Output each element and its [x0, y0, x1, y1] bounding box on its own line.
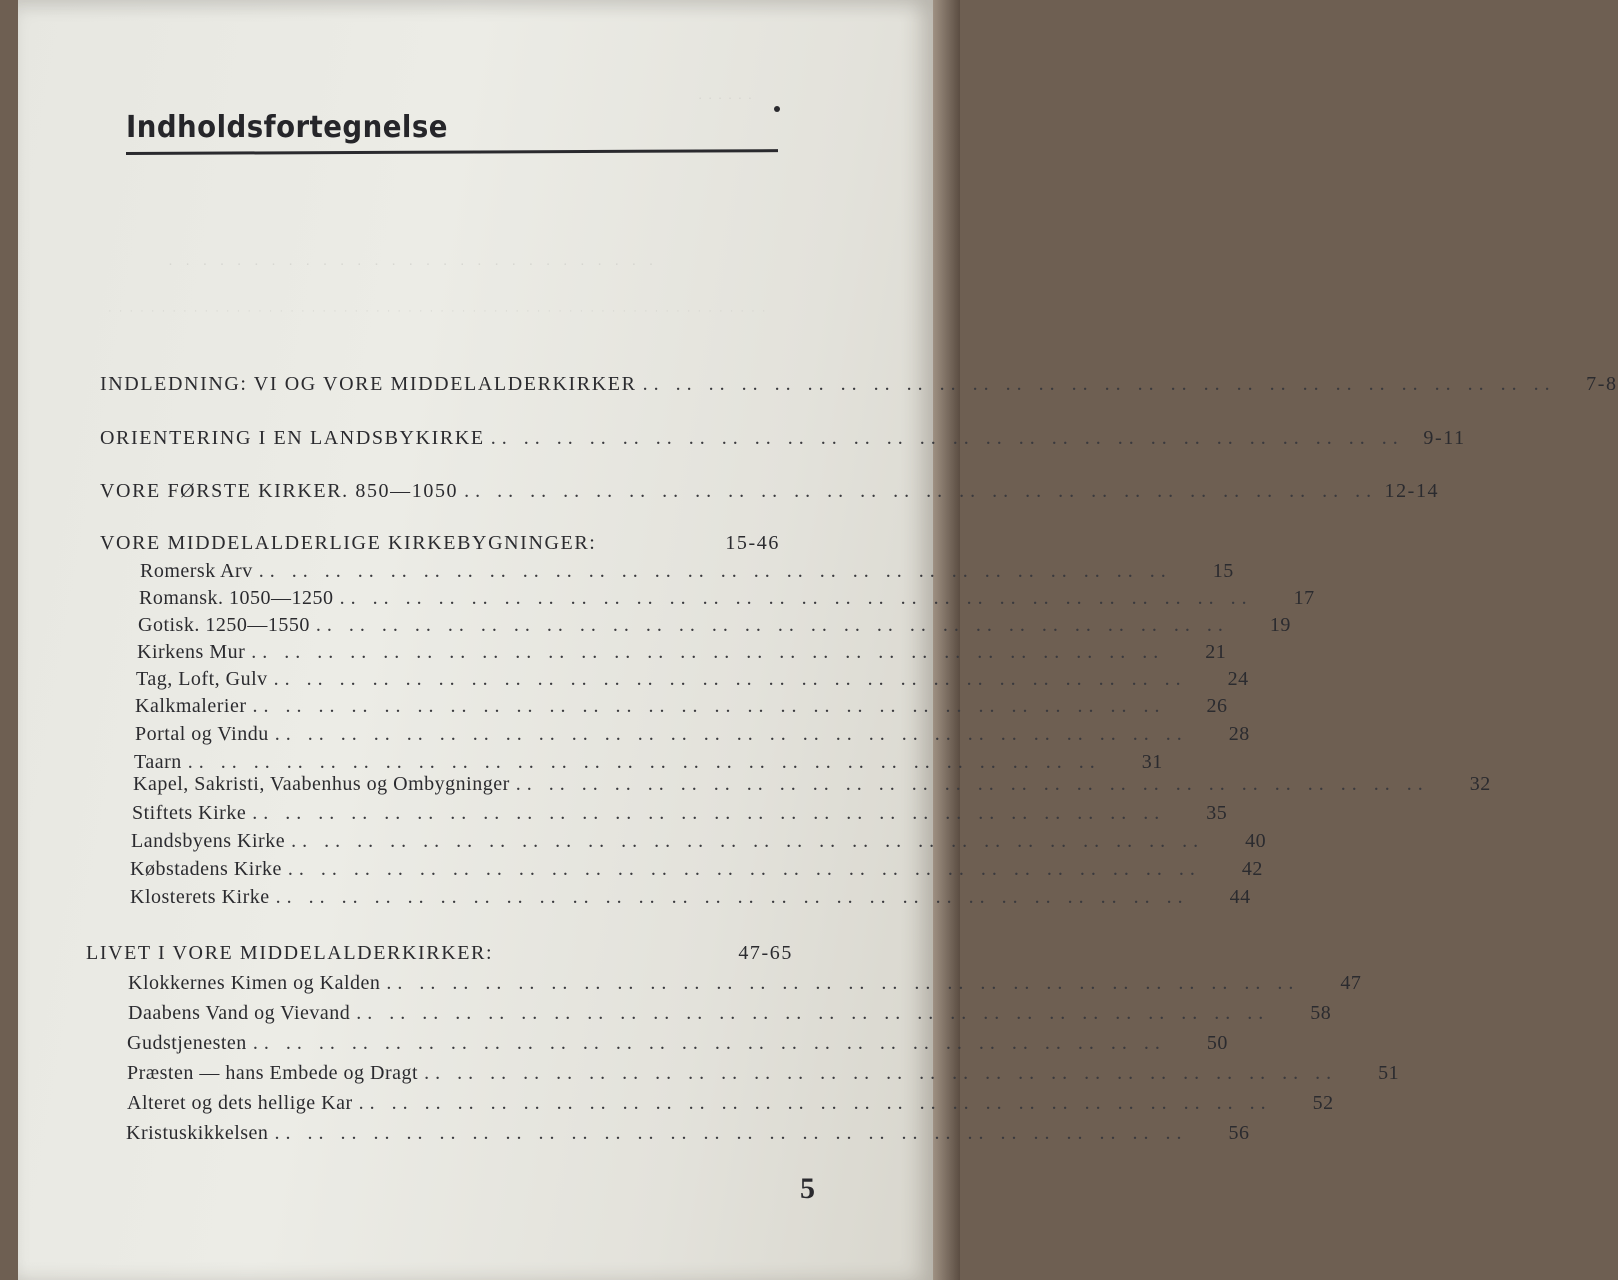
toc-entry-label: Landsbyens Kirke	[131, 830, 286, 852]
dot-leader: .. .. .. .. .. .. .. .. .. .. .. .. .. .. .. .. .. .. .. .. .. .. .. .. .. .. .. ..	[252, 695, 1166, 717]
book-page	[18, 0, 1618, 1280]
toc-entry-label: Præsten — hans Embede og Dragt	[127, 1062, 419, 1084]
dot-leader: .. .. .. .. .. .. .. .. .. .. .. .. .. .. .. .. .. .. .. .. .. .. .. .. .. .. .. ..	[275, 886, 1189, 908]
toc-subentry[interactable]	[130, 886, 1251, 909]
title-dot	[774, 106, 780, 112]
toc-subentry[interactable]	[127, 1092, 1334, 1115]
toc-entry-page: 15	[1212, 560, 1234, 582]
toc-entry-label: Romansk. 1050—1250	[139, 587, 334, 609]
toc-subentry[interactable]	[128, 972, 1362, 995]
toc-entry-label: Kirkens Mur	[137, 641, 246, 663]
toc-entry-label: Tag, Loft, Gulv	[136, 668, 268, 690]
toc-subentry[interactable]	[131, 830, 1267, 853]
toc-entry-page: 17	[1293, 587, 1315, 609]
toc-section-heading[interactable]	[86, 942, 793, 965]
dot-leader: .. .. .. .. .. .. .. .. .. .. .. .. .. .. .. .. .. .. .. .. .. .. .. .. .. .. .. ..	[291, 830, 1205, 852]
toc-entry-page: 44	[1229, 886, 1251, 908]
toc-entry-page: 58	[1310, 1002, 1332, 1024]
dot-leader: .. .. .. .. .. .. .. .. .. .. .. .. .. .. .. .. .. .. .. .. .. .. .. .. .. .. .. ..	[273, 668, 1187, 690]
toc-entry-label: Købstadens Kirke	[130, 858, 282, 880]
dot-leader: .. .. .. .. .. .. .. .. .. .. .. .. .. .. .. .. .. .. .. .. .. .. .. .. .. .. .. ..	[274, 723, 1188, 745]
page-number: 5	[800, 1172, 815, 1205]
toc-subentry[interactable]	[128, 1002, 1332, 1025]
toc-subentry[interactable]	[134, 751, 1163, 774]
toc-subentry[interactable]	[132, 802, 1228, 825]
toc-entry-page: 7-8	[1586, 373, 1618, 395]
toc-entry-page: 52	[1312, 1092, 1334, 1114]
toc-entry-label: Alteret og dets hellige Kar	[127, 1092, 353, 1114]
toc-entry-page: 31	[1141, 751, 1163, 773]
toc-entry-page: 42	[1241, 858, 1263, 880]
toc-entry-label: Stiftets Kirke	[132, 802, 247, 824]
toc-entry-label: Daabens Vand og Vievand	[128, 1002, 351, 1024]
toc-entry-page: 56	[1228, 1122, 1250, 1144]
toc-entry-page: 47	[1340, 972, 1362, 994]
dot-leader: .. .. .. .. .. .. .. .. .. .. .. .. .. .. .. .. .. .. .. .. .. .. .. .. .. .. .. ..	[515, 773, 1429, 795]
toc-entry-label: INDLEDNING: VI OG VORE MIDDELALDERKIRKER	[100, 373, 637, 395]
toc-entry-label: ORIENTERING I EN LANDSBYKIRKE	[100, 427, 485, 449]
dot-leader: .. .. .. .. .. .. .. .. .. .. .. .. .. .. .. .. .. .. .. .. .. .. .. .. .. .. .. ..	[339, 587, 1253, 609]
toc-entry-page: 21	[1205, 641, 1227, 663]
dot-leader: .. .. .. .. .. .. .. .. .. .. .. .. .. .. .. .. .. .. .. .. .. .. .. .. .. .. .. ..	[386, 972, 1300, 994]
toc-entry-label: Kapel, Sakristi, Vaabenhus og Ombygninger	[133, 773, 510, 795]
dot-leader: .. .. .. .. .. .. .. .. .. .. .. .. .. .. .. .. .. .. .. .. .. .. .. .. .. .. .. ..	[464, 480, 1378, 502]
title-underline	[126, 149, 778, 155]
toc-subentry[interactable]	[136, 668, 1249, 691]
toc-entry-page: 32	[1469, 773, 1491, 795]
dot-leader: .. .. .. .. .. .. .. .. .. .. .. .. .. .. .. .. .. .. .. .. .. .. .. .. .. .. .. ..	[315, 614, 1229, 636]
toc-subentry[interactable]	[139, 587, 1315, 610]
toc-subentry[interactable]	[138, 614, 1291, 637]
show-through-text: · · · · · ·	[698, 90, 754, 105]
toc-entry[interactable]	[100, 480, 1440, 503]
toc-entry-page: 9-11	[1423, 427, 1466, 449]
dot-leader: .. .. .. .. .. .. .. .. .. .. .. .. .. .. .. .. .. .. .. .. .. .. .. .. .. .. .. ..	[642, 373, 1556, 395]
toc-section-heading[interactable]	[100, 532, 780, 555]
toc-entry-label: VORE FØRSTE KIRKER. 850—1050	[100, 480, 459, 502]
toc-entry-label: Kalkmalerier	[135, 695, 247, 717]
toc-entry-label: Portal og Vindu	[135, 723, 269, 745]
dot-leader: .. .. .. .. .. .. .. .. .. .. .. .. .. .. .. .. .. .. .. .. .. .. .. .. .. .. .. ..	[251, 641, 1165, 663]
dot-leader: .. .. .. .. .. .. .. .. .. .. .. .. .. .. .. .. .. .. .. .. .. .. .. .. .. .. .. ..	[252, 802, 1166, 824]
toc-entry-page: 51	[1378, 1062, 1400, 1084]
dot-leader: .. .. .. .. .. .. .. .. .. .. .. .. .. .. .. .. .. .. .. .. .. .. .. .. .. .. .. ..	[490, 427, 1404, 449]
toc-entry-page: 12-14	[1384, 480, 1440, 502]
toc-entry-label: Taarn	[134, 751, 182, 773]
dot-leader: .. .. .. .. .. .. .. .. .. .. .. .. .. .. .. .. .. .. .. .. .. .. .. .. .. .. .. ..	[287, 858, 1201, 880]
toc-entry-label: Kristuskikkelsen	[126, 1122, 269, 1144]
toc-entry-page: 40	[1245, 830, 1267, 852]
dot-leader: .. .. .. .. .. .. .. .. .. .. .. .. .. .. .. .. .. .. .. .. .. .. .. .. .. .. .. ..	[424, 1062, 1338, 1084]
toc-header	[126, 110, 781, 145]
toc-entry-label: Romersk Arv	[140, 560, 253, 582]
toc-entry-label: Gotisk. 1250—1550	[138, 614, 310, 636]
toc-entry-label: Gudstjenesten	[127, 1032, 247, 1054]
toc-subentry[interactable]	[127, 1062, 1400, 1085]
toc-entry-page: 19	[1269, 614, 1291, 636]
dot-leader: .. .. .. .. .. .. .. .. .. .. .. .. .. .. .. .. .. .. .. .. .. .. .. .. .. .. .. ..	[274, 1122, 1188, 1144]
toc-entry-page: 47-65	[738, 942, 793, 964]
toc-entry-page: 28	[1228, 723, 1250, 745]
toc-entry-page: 26	[1206, 695, 1228, 717]
toc-subentry[interactable]	[140, 560, 1234, 583]
show-through-text: · · · · · · · · · · · · · · · · · · · · · · · · · · · · · · · · · · · · · · · · · · · · · · · · · · · · · · · · · · · · · ·	[108, 305, 768, 317]
toc-entry-label: LIVET I VORE MIDDELALDERKIRKER:	[86, 942, 494, 964]
toc-entry-label: Klokkernes Kimen og Kalden	[128, 972, 381, 994]
toc-entry[interactable]	[100, 373, 1618, 396]
dot-leader: .. .. .. .. .. .. .. .. .. .. .. .. .. .. .. .. .. .. .. .. .. .. .. .. .. .. .. ..	[187, 751, 1101, 773]
toc-subentry[interactable]	[133, 773, 1491, 796]
toc-subentry[interactable]	[130, 858, 1263, 881]
toc-entry-label: Klosterets Kirke	[130, 886, 270, 908]
show-through-text: · · · · · · · · · · · · · · · · · · · · · · · · · · · · ·	[168, 255, 658, 272]
toc-subentry[interactable]	[126, 1122, 1250, 1145]
toc-entry-page: 50	[1206, 1032, 1228, 1054]
toc-subentry[interactable]	[135, 723, 1250, 746]
toc-entry-page: 24	[1227, 668, 1249, 690]
toc-entry-label: VORE MIDDELALDERLIGE KIRKEBYGNINGER:	[100, 532, 597, 554]
toc-subentry[interactable]	[127, 1032, 1228, 1055]
toc-entry-page: 15-46	[725, 532, 780, 554]
toc-subentry[interactable]	[135, 695, 1228, 718]
dot-leader: .. .. .. .. .. .. .. .. .. .. .. .. .. .. .. .. .. .. .. .. .. .. .. .. .. .. .. ..	[258, 560, 1172, 582]
toc-entry-page: 35	[1206, 802, 1228, 824]
dot-leader: .. .. .. .. .. .. .. .. .. .. .. .. .. .. .. .. .. .. .. .. .. .. .. .. .. .. .. ..	[356, 1002, 1270, 1024]
dot-leader: .. .. .. .. .. .. .. .. .. .. .. .. .. .. .. .. .. .. .. .. .. .. .. .. .. .. .. ..	[252, 1032, 1166, 1054]
toc-subentry[interactable]	[137, 641, 1227, 664]
page-title: Indholdsfortegnelse	[126, 110, 448, 145]
toc-entry[interactable]	[100, 427, 1466, 450]
dot-leader: .. .. .. .. .. .. .. .. .. .. .. .. .. .. .. .. .. .. .. .. .. .. .. .. .. .. .. ..	[358, 1092, 1272, 1114]
